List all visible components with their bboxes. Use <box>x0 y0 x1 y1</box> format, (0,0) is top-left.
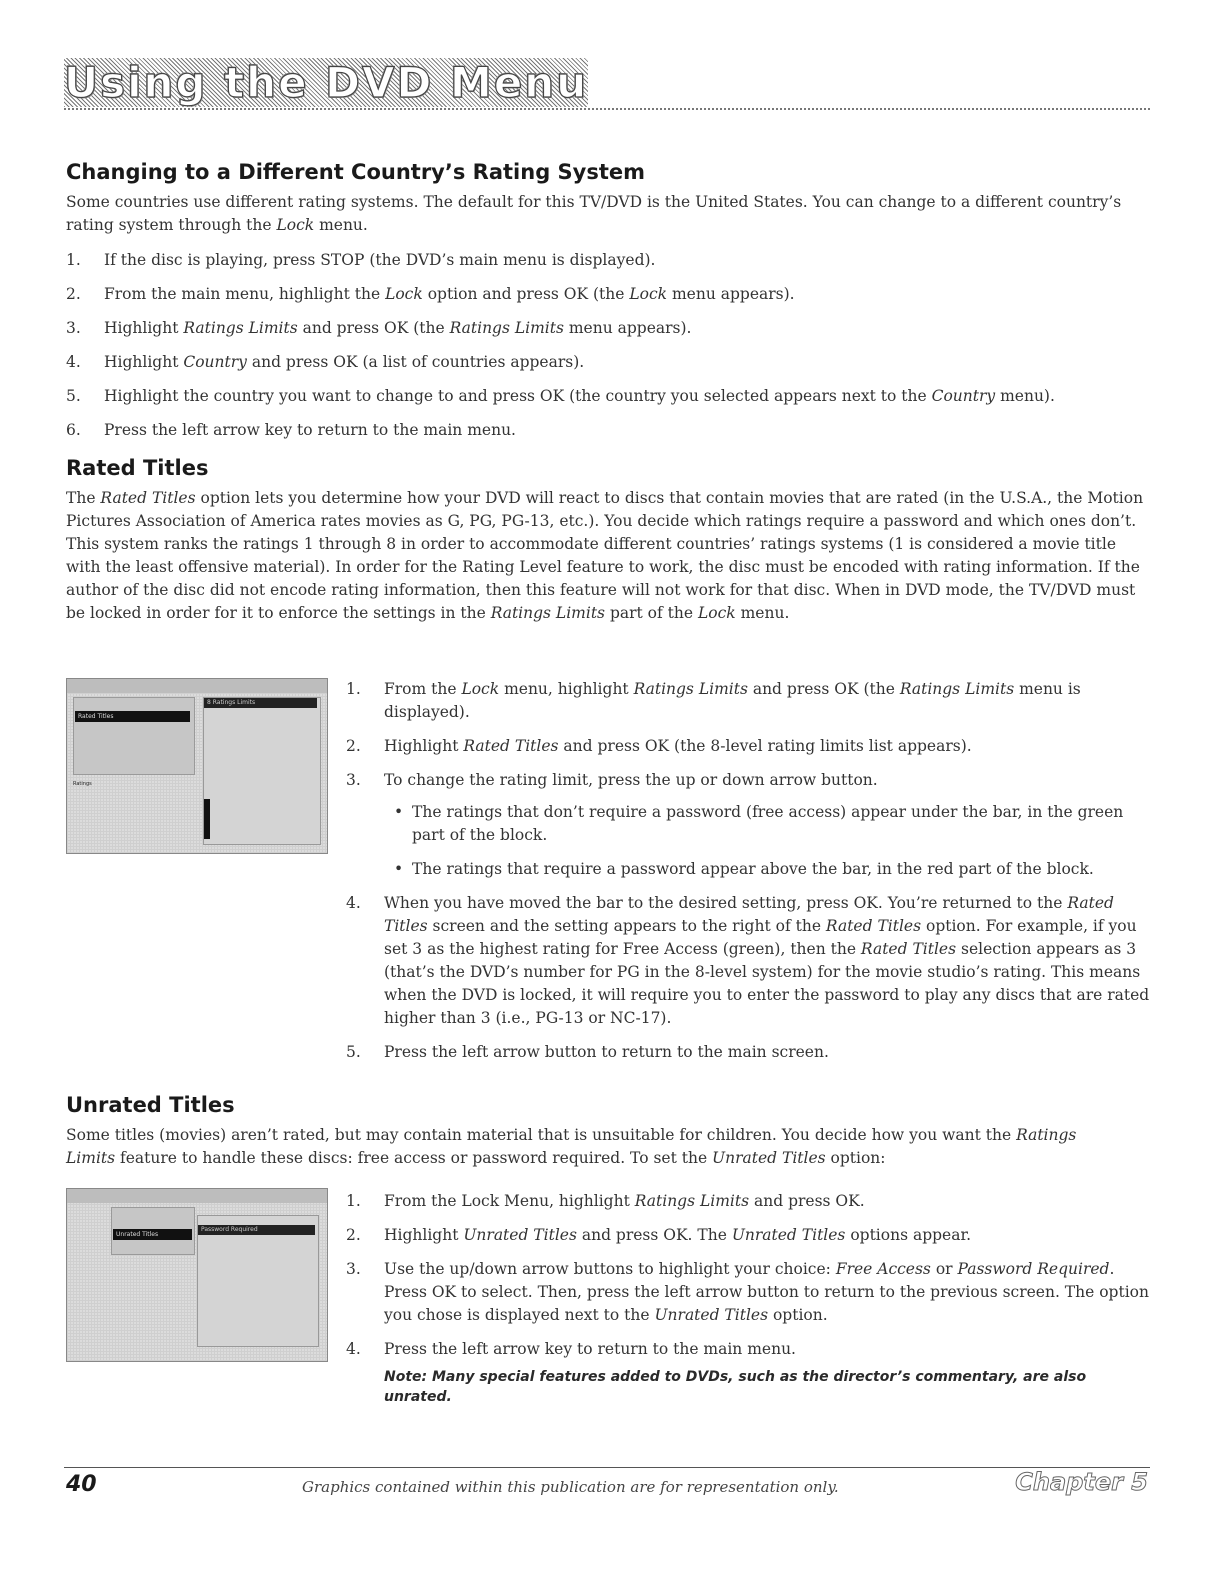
rated-bullets <box>384 801 1150 881</box>
page-number: 40 <box>66 1472 97 1497</box>
screenshot-highlight: Rated Titles <box>75 711 190 722</box>
footer-disclaimer: Graphics contained within this publication are for representation only. <box>302 1478 839 1496</box>
banner-divider <box>64 108 1150 110</box>
page-title: Using the DVD Menu <box>64 58 589 107</box>
country-intro-paragraph: Some countries use different rating systems. The default for this TV/DVD is the United States. You can change to a different country’s rating system through the Lock menu. <box>66 193 1122 234</box>
country-steps <box>64 249 1150 442</box>
list-item: 4. When you have moved the bar to the desired setting, press OK. You’re returned to the Rated Titles screen and the setting appears to the right of the Rated Titles option. For example, if you set 3 as the highest rating for Free Access (green), then the Rated Titles selection appears as 3 (that’s the DVD’s number for PG in the 8-level system) for the movie studio’s rating. This means when the DVD is locked, it will require you to enter the password to play any discs that are rated higher than 3 (i.e., PG-13 or NC-17). <box>346 894 1150 1027</box>
screenshot-panel-head: Password Required <box>198 1225 315 1235</box>
unrated-intro-paragraph: Some titles (movies) aren’t rated, but may contain material that is unsuitable for children. You decide how you want the Ratings Limits feature to handle these discs: free access or password required. To set the Unrated Titles option: <box>66 1126 1077 1167</box>
unrated-note: Note: Many special features added to DVDs, such as the director’s commentary, are also unrated. <box>384 1369 1087 1405</box>
screenshot-side-label: Ratings <box>73 781 92 787</box>
list-item: • The ratings that require a password appear above the bar, in the red part of the block. <box>384 858 1150 881</box>
list-item: 5. Highlight the country you want to change to and press OK (the country you selected appears next to the Country menu). <box>66 387 1055 405</box>
unrated-titles-screenshot <box>66 1188 328 1362</box>
footer-divider <box>64 1467 1150 1468</box>
rated-intro-paragraph: The Rated Titles option lets you determine how your DVD will react to discs that contain movies that are rated (in the U.S.A., the Motion Pictures Association of America rates movies as G, PG, PG-13, etc.). You decide which ratings require a password and which ones don’t. This system ranks the ratings 1 through 8 in order to accommodate different countries’ ratings systems (1 is considered a movie title with the least offensive material). In order for the Rating Level feature to work, the disc must be encoded with rating information. If the author of the disc did not encode rating information, then this feature will not work for that disc. When in DVD mode, the TV/DVD must be locked in order for it to enforce the settings in the Ratings Limits part of the Lock menu. <box>66 489 1144 622</box>
list-item: 2. Highlight Rated Titles and press OK (the 8-level rating limits list appears). <box>346 737 972 755</box>
page-banner <box>64 58 589 107</box>
list-item: 2. Highlight Unrated Titles and press OK. The Unrated Titles options appear. <box>346 1226 972 1244</box>
chapter-label: Chapter 5 <box>1015 1468 1148 1496</box>
unrated-steps <box>344 1190 1150 1407</box>
list-item: 3. To change the rating limit, press the up or down arrow button. • The ratings that don’t require a password (free access) appear under the bar, in the green part of the block. • The ratings that require a password appear above the bar, in the red part of the block. <box>344 769 1150 881</box>
list-item: 3. Highlight Ratings Limits and press OK (the Ratings Limits menu appears). <box>66 319 692 337</box>
screenshot-panel-head: 8 Ratings Limits <box>204 698 317 708</box>
list-item: 3. Use the up/down arrow buttons to highlight your choice: Free Access or Password Required. Press OK to select. Then, press the left arrow button to return to the previous screen. The option you chose is displayed next to the Unrated Titles option. <box>346 1260 1149 1324</box>
list-item: 1. From the Lock Menu, highlight Ratings Limits and press OK. <box>346 1192 865 1210</box>
list-item: 2. From the main menu, highlight the Lock option and press OK (the Lock menu appears). <box>66 285 795 303</box>
heading-rated-titles: Rated Titles <box>66 456 209 480</box>
screenshot-panel <box>203 697 321 845</box>
list-item: 4. Press the left arrow key to return to the main menu. <box>346 1340 796 1358</box>
rated-steps <box>344 678 1150 1064</box>
heading-country-rating: Changing to a Different Country’s Rating System <box>66 160 646 184</box>
list-item: 5. Press the left arrow button to return to the main screen. <box>346 1043 829 1061</box>
rated-titles-screenshot <box>66 678 328 854</box>
heading-unrated-titles: Unrated Titles <box>66 1093 235 1117</box>
screenshot-highlight: Unrated Titles <box>113 1229 192 1240</box>
list-item: 4. Highlight Country and press OK (a list of countries appears). <box>66 353 585 371</box>
screenshot-menu <box>73 697 195 775</box>
list-item: 1. If the disc is playing, press STOP (the DVD’s main menu is displayed). <box>66 251 656 269</box>
list-item: 1. From the Lock menu, highlight Ratings Limits and press OK (the Ratings Limits menu is displayed). <box>346 680 1081 721</box>
list-item: • The ratings that don’t require a password (free access) appear under the bar, in the green part of the block. <box>384 801 1150 847</box>
list-item: 6. Press the left arrow key to return to the main menu. <box>66 421 516 439</box>
